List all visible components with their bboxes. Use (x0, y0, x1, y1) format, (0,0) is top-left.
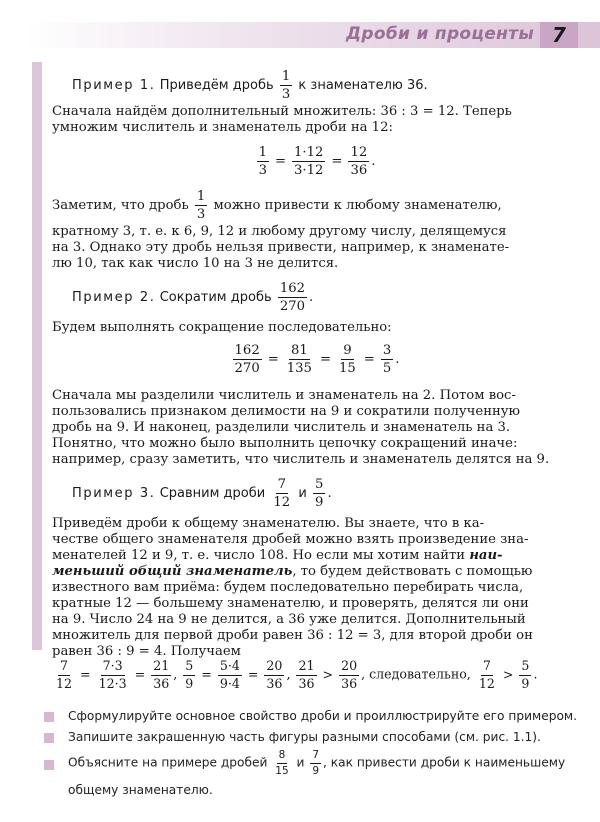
chapter-title: Дроби и проценты (345, 24, 534, 44)
numerator: 8 (277, 750, 288, 764)
example3-formula: $\frac{7}{12}$ = $\frac{7\cdot 3}{12\cdot 3}$ = $\frac{21}{36}$ , $\frac{5}{9}$ = $\frac{5\cdot 4}{9\cdot 4}$ = $\frac{20}{36}$ , $\frac{21}{36}$ > $\frac{20}{36}$ , следовательно, $\frac{7}{12}$ > $\frac{5}{9}$ . (56, 658, 538, 691)
example1-intro: Приведём дробь (159, 78, 274, 94)
denominator: 9 (185, 675, 194, 691)
denominator: 5 (382, 361, 392, 377)
numerator: 7 (58, 660, 70, 676)
text-span: , как привести дроби к наименьшему (323, 755, 566, 770)
example3-line3 (52, 548, 578, 565)
denominator: 9·4 (219, 675, 240, 691)
numerator: 5·4 (218, 660, 242, 676)
denominator: 12·3 (98, 675, 127, 691)
formula-fraction (285, 344, 314, 375)
question-1: Сформулируйте основное свойство дроби и проиллюстрируйте его примером. (68, 709, 577, 723)
numerator: 5 (519, 660, 531, 676)
example3-line7: на 9. Число 24 на 9 не делится, а 36 уже делится. Дополнительный (52, 612, 526, 627)
numerator: 7·3 (101, 660, 125, 676)
example2-intro-fraction (278, 282, 307, 313)
denominator: 12 (478, 675, 495, 691)
page-number-box (540, 22, 578, 48)
denominator: 36 (341, 675, 358, 691)
example2-label: Пример 2. (72, 290, 156, 306)
denominator: 15 (275, 764, 289, 777)
example3-line2: честве общего знаменателя дробей можно взять произведение зна- (52, 532, 529, 547)
example1-label: Пример 1. (72, 78, 156, 94)
example2-p2-line2: пользовались признаком делимости на 9 и сократили полученную (52, 404, 521, 419)
example2-p1: Будем выполнять сокращение последовательно: (52, 320, 392, 335)
question-3-line2: общему знаменателю. (68, 783, 213, 797)
denominator: 3·12 (294, 163, 324, 179)
example3-line9: равен 36 : 9 = 4. Получаем (52, 644, 241, 659)
text-span: , то будем действовать с помощью (292, 564, 533, 579)
denominator: 3 (196, 207, 206, 223)
example1-p2-line3: на 3. Однако эту дробь нельзя привести, например, к знаменате- (52, 240, 510, 255)
page-number: 7 (552, 23, 566, 47)
formula-fraction (381, 344, 393, 375)
text-span: и (296, 755, 305, 770)
example1-p2-line1 (52, 190, 578, 221)
formula-fraction (292, 146, 325, 177)
formula-fraction (233, 344, 262, 375)
numerator: 21 (151, 660, 171, 676)
italic-term: меньший общий знаменатель (52, 564, 293, 579)
formula-fraction (183, 660, 195, 690)
margin-stripe (32, 62, 42, 650)
numerator: 1 (280, 70, 292, 86)
text-span: и (298, 486, 307, 502)
denominator: 36 (153, 675, 170, 691)
denominator: 9 (315, 495, 324, 511)
numerator: 5 (313, 478, 325, 494)
example3-label: Пример 3. (72, 486, 156, 502)
example3-heading: Пример 3. Сравним дроби $\frac{7}{12}$ и $\frac{5}{9}$ . (72, 477, 332, 511)
formula-fraction (348, 146, 369, 177)
denominator: 12 (56, 675, 73, 691)
text-span: следовательно, (369, 666, 471, 682)
question-marker (44, 733, 54, 743)
numerator: 21 (296, 660, 316, 676)
example2-p2-line1: Сначала мы разделили числитель и знаменатель на 2. Потом вос- (52, 388, 516, 403)
numerator: 7 (310, 750, 321, 764)
numerator: 5 (183, 660, 195, 676)
formula-fraction (477, 660, 497, 690)
text-span: Заметим, что дробь (52, 198, 189, 214)
example1-p2-line2: кратному 3, т. е. к 6, 9, 12 и любому другому числу, делящемуся (52, 224, 507, 239)
example3-line5: известного вам приёма: будем последовательно перебирать числа, (52, 580, 524, 595)
numerator: 162 (233, 344, 262, 360)
example3-fraction-a (271, 478, 292, 509)
numerator: 3 (381, 344, 393, 360)
question-3-line1 (68, 750, 565, 776)
denominator: 9 (521, 675, 530, 691)
formula-fraction (296, 660, 316, 690)
formula-fraction (54, 660, 74, 690)
formula-fraction (97, 660, 129, 690)
denominator: 270 (234, 361, 260, 377)
example1-p1-line2: умножим числитель и знаменатель дроби на 12: (52, 120, 393, 135)
text-span: менателей 12 и 9, т. е. число 108. Но если мы хотим найти (52, 548, 466, 563)
numerator: 81 (289, 344, 310, 360)
numerator: 1 (195, 190, 207, 206)
formula-fraction (519, 660, 531, 690)
denominator: 9 (312, 764, 320, 777)
denominator: 3 (281, 87, 291, 103)
italic-term: наи- (469, 548, 503, 563)
question-fraction (273, 750, 290, 776)
numerator: 20 (339, 660, 359, 676)
formula-fraction (337, 344, 358, 375)
example2-intro: Сократим дробь (159, 290, 272, 306)
example1-intro-fraction (280, 70, 292, 101)
formula-fraction (218, 660, 242, 690)
example2-p2-line3: дробь на 9. И наконец, разделили числитель и знаменатель на 3. (52, 420, 511, 435)
example3-line1: Приведём дроби к общему знаменателю. Вы знаете, что в ка- (52, 516, 485, 531)
numerator: 1·12 (292, 146, 325, 162)
denominator: 15 (339, 361, 356, 377)
example2-p2-line4: Понятно, что можно было выполнить цепочку сокращений иначе: (52, 436, 518, 451)
denominator: 36 (266, 675, 283, 691)
example1-p2-line4: лю 10, так как число 10 на 3 не делится. (52, 256, 339, 271)
example3-line4 (52, 564, 578, 581)
denominator: 36 (350, 163, 368, 179)
question-marker (44, 760, 54, 770)
numerator: 162 (278, 282, 307, 298)
text-span: Объясните на примере дробей (68, 755, 268, 770)
formula-fraction (257, 146, 269, 177)
example2-formula: $\frac{162}{270}$ = $\frac{81}{135}$ = $\frac{9}{15}$ = $\frac{3}{5}$ . (234, 343, 400, 377)
denominator: 135 (286, 361, 312, 377)
formula-fraction (151, 660, 171, 690)
numerator: 9 (341, 344, 353, 360)
example3-intro: Сравним дроби (159, 486, 266, 502)
example1-intro-end: к знаменателю 36. (298, 78, 428, 94)
text-span: можно привести к любому знаменателю, (213, 198, 502, 214)
example3-line8: множитель для первой дроби равен 36 : 12 = 3, для второй дроби он (52, 628, 533, 643)
numerator: 7 (276, 478, 288, 494)
example1-formula: $\frac{1}{3}$ = $\frac{1\cdot 12}{3\cdot 12}$ = $\frac{12}{36}$ . (258, 145, 376, 179)
example3-line6: кратные 12 — большему знаменателю, и проверять, делятся ли они (52, 596, 529, 611)
numerator: 1 (257, 146, 269, 162)
denominator: 270 (279, 299, 305, 315)
example1-p1-line1: Сначала найдём дополнительный множитель: 36 : 3 = 12. Теперь (52, 104, 512, 119)
denominator: 36 (298, 675, 315, 691)
formula-fraction (264, 660, 284, 690)
denominator: 3 (258, 163, 267, 179)
question-2: Запишите закрашенную часть фигуры разными способами (см. рис. 1.1). (68, 730, 541, 744)
inline-fraction (195, 190, 207, 221)
question-fraction (310, 750, 321, 776)
denominator: 12 (273, 495, 291, 511)
example2-p2-line5: например, сразу заметить, что числитель и знаменатель делятся на 9. (52, 452, 550, 467)
formula-fraction (339, 660, 359, 690)
numerator: 12 (348, 146, 369, 162)
numerator: 20 (264, 660, 284, 676)
numerator: 7 (481, 660, 493, 676)
example3-fraction-b (313, 478, 325, 509)
example2-heading: Пример 2. Сократим дробь $\frac{162}{270}$ . (72, 281, 314, 315)
example1-heading (72, 70, 598, 101)
question-marker (44, 712, 54, 722)
